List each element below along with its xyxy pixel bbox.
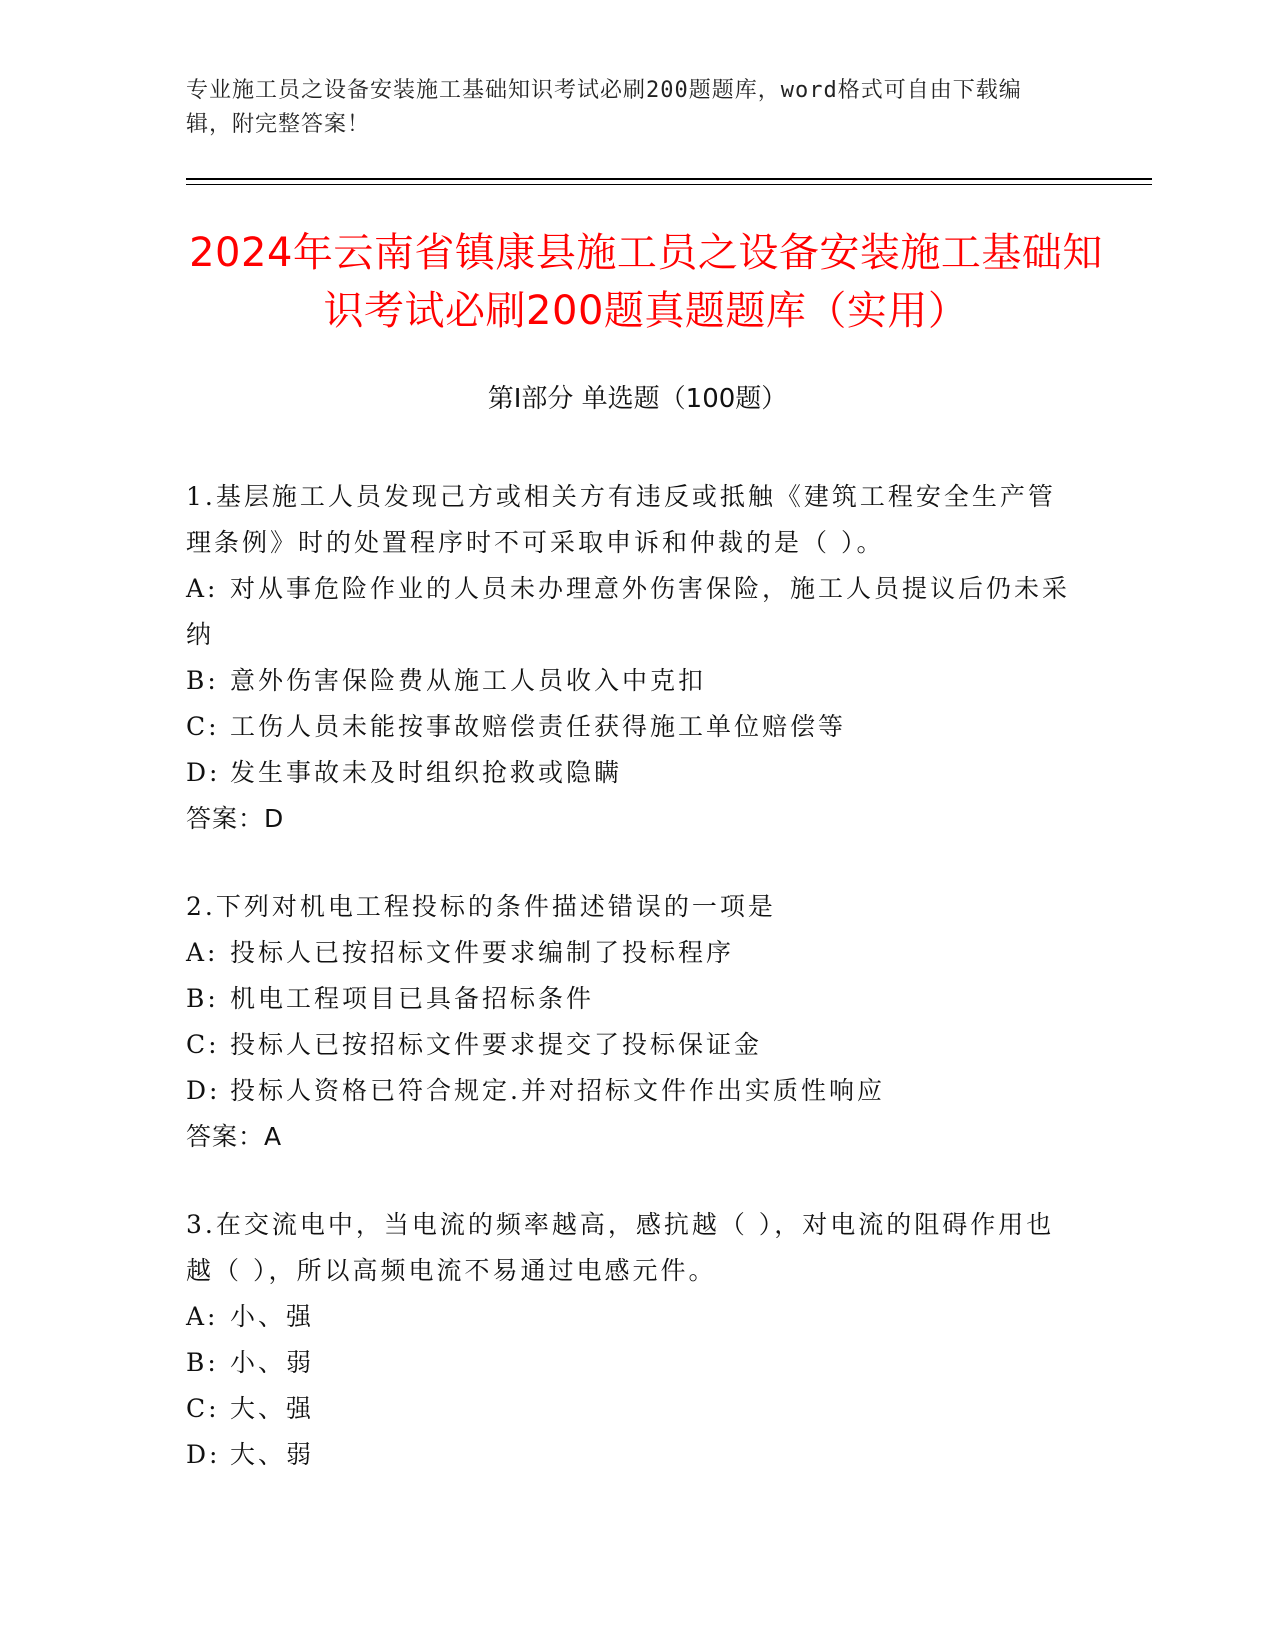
- option-d: [186, 1068, 1076, 1114]
- question-item: [186, 474, 1076, 842]
- option-key: D:: [186, 1076, 221, 1105]
- option-b: [186, 1340, 1076, 1386]
- header-rule-thick: [186, 178, 1152, 180]
- header-note: 专业施工员之设备安装施工基础知识考试必刷200题题库，word格式可自由下载编辑，附完整答案！: [186, 78, 1022, 137]
- option-text: 小、强: [230, 1302, 315, 1331]
- option-text: 投标人已按招标文件要求提交了投标保证金: [230, 1030, 763, 1059]
- question-stem: 1.基层施工人员发现己方或相关方有违反或抵触《建筑工程安全生产管理条例》时的处置程序时不可采取申诉和仲裁的是（ ）。: [186, 482, 1056, 557]
- option-key: A:: [186, 938, 219, 967]
- question-item: [186, 884, 1076, 1160]
- option-text: 大、强: [230, 1394, 315, 1423]
- option-a: [186, 930, 1076, 976]
- option-c: [186, 1022, 1076, 1068]
- option-text: 大、弱: [230, 1440, 315, 1469]
- option-d: [186, 750, 1076, 796]
- option-key: D:: [186, 1440, 221, 1469]
- option-text: 发生事故未及时组织抢救或隐瞒: [230, 758, 623, 787]
- option-key: A:: [186, 1302, 219, 1331]
- option-key: A:: [186, 574, 219, 603]
- header-rule-thin: [186, 184, 1152, 185]
- option-key: C:: [186, 1394, 220, 1423]
- option-text: 工伤人员未能按事故赔偿责任获得施工单位赔偿等: [230, 712, 847, 741]
- option-a: [186, 1294, 1076, 1340]
- option-text: 意外伤害保险费从施工人员收入中克扣: [230, 666, 707, 695]
- option-key: C:: [186, 712, 220, 741]
- option-text: 小、弱: [230, 1348, 315, 1377]
- option-text: 对从事危险作业的人员未办理意外伤害保险，施工人员提议后仍未采纳: [186, 574, 1071, 649]
- answer-line: 答案：D: [186, 804, 285, 833]
- question-stem: 2.下列对机电工程投标的条件描述错误的一项是: [186, 892, 776, 921]
- option-key: B:: [186, 984, 219, 1013]
- document-title: 2024年云南省镇康县施工员之设备安装施工基础知识考试必刷200题真题题库（实用）: [189, 230, 1103, 334]
- option-d: [186, 1432, 1076, 1478]
- option-key: C:: [186, 1030, 220, 1059]
- option-text: 机电工程项目已具备招标条件: [230, 984, 595, 1013]
- option-key: B:: [186, 666, 219, 695]
- question-stem: 3.在交流电中，当电流的频率越高，感抗越（ ），对电流的阻碍作用也越（ ），所以高频电流不易通过电感元件。: [186, 1210, 1055, 1285]
- option-b: [186, 658, 1076, 704]
- question-item: [186, 1202, 1076, 1478]
- section-title: 第Ⅰ部分 单选题（100题）: [487, 384, 788, 414]
- option-c: [186, 1386, 1076, 1432]
- option-key: D:: [186, 758, 221, 787]
- option-a: [186, 566, 1076, 658]
- option-b: [186, 976, 1076, 1022]
- option-c: [186, 704, 1076, 750]
- option-text: 投标人已按招标文件要求编制了投标程序: [230, 938, 735, 967]
- option-key: B:: [186, 1348, 219, 1377]
- answer-line: 答案：A: [186, 1122, 283, 1151]
- question-list: [186, 474, 1076, 1520]
- option-text: 投标人资格已符合规定.并对招标文件作出实质性响应: [230, 1076, 885, 1105]
